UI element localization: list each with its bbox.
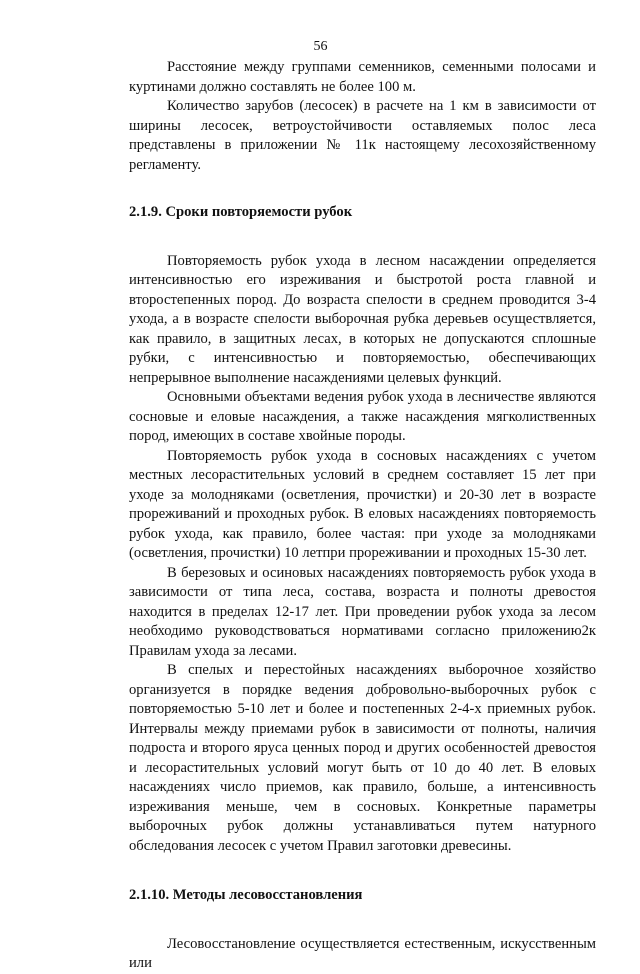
paragraph: Лесовосстановление осуществляется естественным, искусственным или (129, 935, 596, 971)
paragraph: Повторяемость рубок ухода в сосновых насаждениях с учетом местных лесорастительных условий в среднем составляет 15 лет при уходе за молодняками (осветления, прочистки) и 20-30 лет в возрасте прореживаний и проходных рубок. В еловых насаждениях повторяемость рубок ухода, как правило, более частая: при уходе за молодняками (осветления, прочистки) 10 летпри прореживании и проходных 15-30 лет. (129, 447, 596, 561)
paragraph: Основными объектами ведения рубок ухода в лесничестве являются сосновые и еловые насаждения, а также насаждения мягколиственных пород, имеющих в составе хвойные породы. (129, 389, 596, 444)
section-heading: 2.1.9. Сроки повторяемости рубок (129, 204, 353, 220)
paragraph: В березовых и осиновых насаждениях повторяемость рубок ухода в зависимости от типа леса, состава, возраста и полноты древостоя находится в пределах 12-17 лет. При проведении рубок ухода за лесом необходимо руководствоваться нормативами согласно приложению2к Правилам ухода за лесами. (129, 564, 596, 659)
paragraph: Расстояние между группами семенников, семенными полосами и куртинами должно составлять не более 100 м. (129, 59, 596, 95)
section-heading: 2.1.10. Методы лесовосстановления (129, 887, 363, 903)
paragraph: Количество зарубов (лесосек) в расчете на 1 км в зависимости от ширины лесосек, ветроустойчивости оставляемых полос леса представлены в приложении № 11к настоящему лесохозяйственному регламенту. (129, 98, 596, 173)
page-number: 56 (313, 39, 328, 54)
paragraph: В спелых и перестойных насаждениях выборочное хозяйство организуется в порядке ведения добровольно-выборочных рубок с повторяемостью 5-10 лет и более и постепенных 2-4-х приемных рубок. Интервалы между приемами рубок в зависимости от полноты, наличия подроста и второго яруса ценных пород и других особенностей древостоя и лесорастительных условий могут быть от 10 до 40 лет. В еловых насаждениях число приемов, как правило, больше, а интенсивность изреживания меньше, чем в сосновых. Конкретные параметры выборочных рубок должны устанавливаться путем натурного обследования лесосек с учетом Правил заготовки древесины. (129, 662, 596, 854)
paragraph: Повторяемость рубок ухода в лесном насаждении определяется интенсивностью его изреживания и быстротой роста главной и второстепенных пород. До возраста спелости в среднем проводится 3-4 ухода, а в возрасте спелости выборочная рубка деревьев осуществляется, как правило, в защитных лесах, в которых не допускаются сплошные рубки, с интенсивностью и повторяемостью, обеспечивающих непрерывное выполнение насаждениями целевых функций. (129, 252, 596, 386)
